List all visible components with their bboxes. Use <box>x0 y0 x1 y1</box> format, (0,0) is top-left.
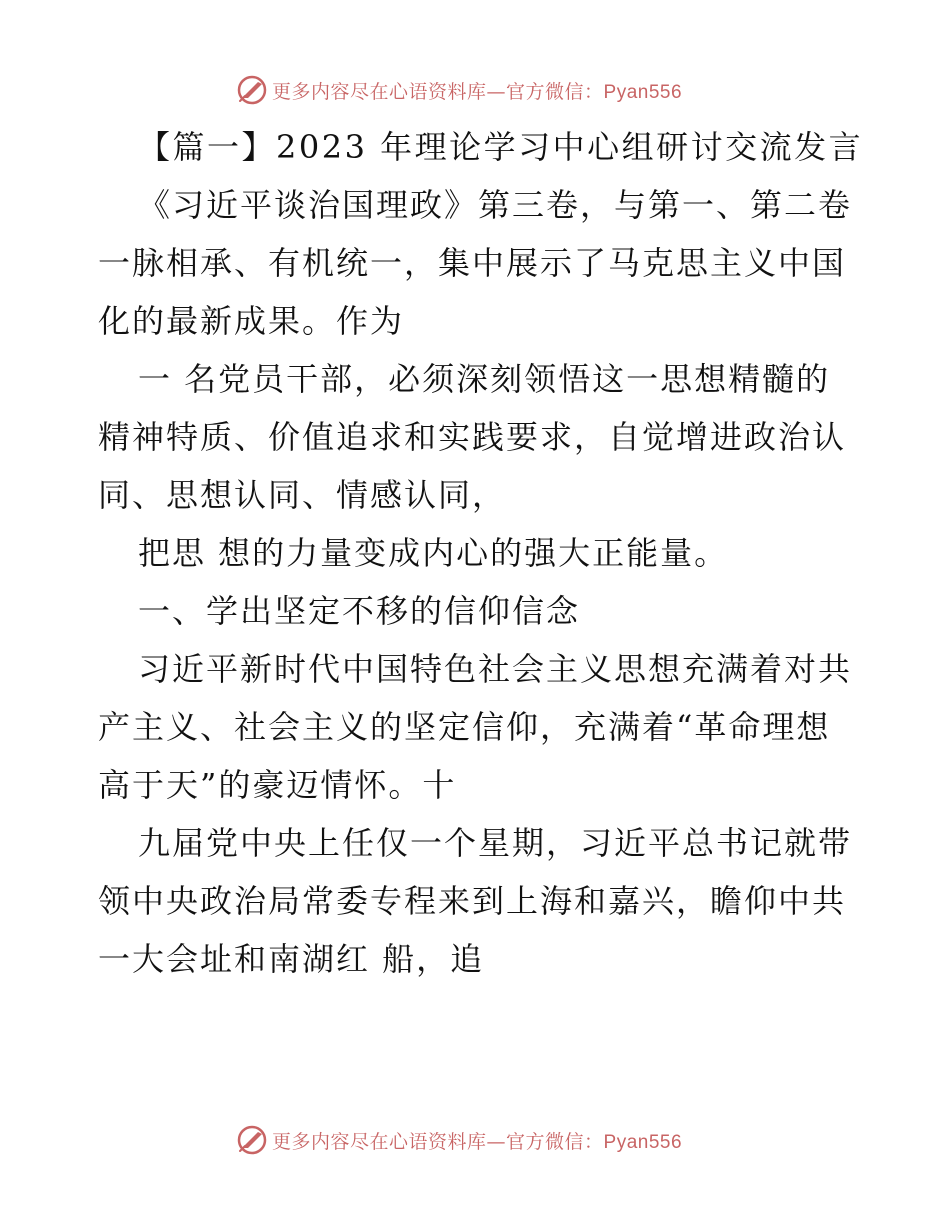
header-watermark <box>236 73 682 107</box>
paragraph-line: 高于天”的豪迈情怀。十 <box>98 766 457 804</box>
paragraph-line: 化的最新成果。作为 <box>98 302 405 340</box>
paragraph-line: 领中央政治局常委专程来到上海和嘉兴，瞻仰中共 <box>98 882 847 920</box>
footer-watermark <box>236 1123 682 1157</box>
watermark-text: 更多内容尽在心语资料库—官方微信：Pyan556 <box>272 1130 683 1153</box>
document-title: 【篇一】2023 年理论学习中心组研讨交流发言 <box>138 128 864 166</box>
quill-logo-icon <box>236 1124 268 1156</box>
quill-logo-icon <box>236 74 268 106</box>
paragraph-line: 一 名党员干部，必须深刻领悟这一思想精髓的 <box>138 360 831 398</box>
paragraph-line: 产主义、社会主义的坚定信仰，充满着“革命理想 <box>98 708 831 746</box>
paragraph-line: 精神特质、价值追求和实践要求，自觉增进政治认 <box>98 418 847 456</box>
document-body <box>98 118 864 988</box>
paragraph-line: 《习近平谈治国理政》第三卷，与第一、第二卷 <box>138 186 853 224</box>
watermark-text: 更多内容尽在心语资料库—官方微信：Pyan556 <box>272 80 683 103</box>
paragraph-line: 把思 想的力量变成内心的强大正能量。 <box>138 534 729 572</box>
paragraph-line: 一大会址和南湖红 船，追 <box>98 940 485 978</box>
section-heading: 一、学出坚定不移的信仰信念 <box>138 592 581 630</box>
paragraph-line: 一脉相承、有机统一，集中展示了马克思主义中国 <box>98 244 847 282</box>
paragraph-line: 九届党中央上任仅一个星期，习近平总书记就带 <box>138 824 853 862</box>
paragraph-line: 同、思想认同、情感认同， <box>98 476 507 514</box>
paragraph-line: 习近平新时代中国特色社会主义思想充满着对共 <box>138 650 853 688</box>
